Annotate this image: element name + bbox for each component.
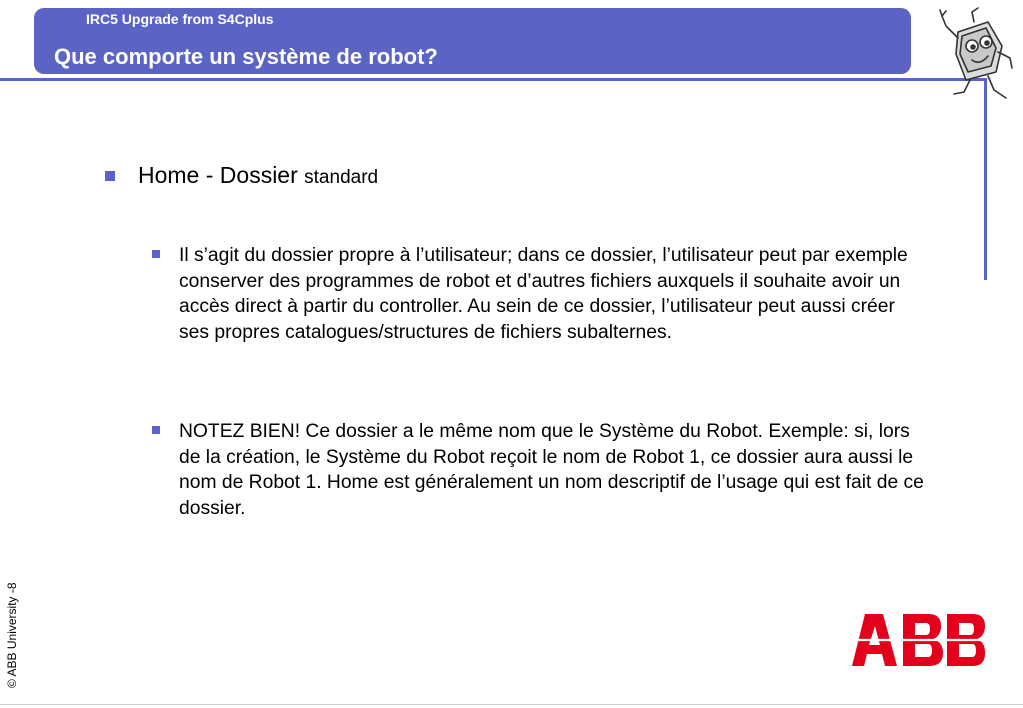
abb-logo — [851, 614, 985, 666]
bullet-description-text: Il s’agit du dossier propre à l’utilisateur; dans ce dossier, l’utilisateur peut par exemple conserver des programmes de robot et d’autres fichiers auxquels il souhaite avoir un accès direct à partir du controller. Au sein de ce dossier, l’utilisateur peut aussi créer ses propres catalogues/structures de fichiers subalternes. — [179, 245, 908, 343]
bullet-home-main: Home - Dossier — [138, 162, 305, 188]
bullet-square-icon — [152, 250, 160, 258]
header-rule-horizontal — [0, 78, 985, 81]
robot-mascot-icon — [936, 2, 1016, 104]
bullet-square-icon — [152, 426, 160, 434]
bullet-home-label — [138, 162, 378, 189]
bullet-home-small: standard — [304, 167, 379, 188]
page-title: Que comporte un système de robot? — [54, 44, 438, 69]
header-subtitle: IRC5 Upgrade from S4Cplus — [86, 11, 274, 27]
header-rule-vertical — [984, 78, 987, 280]
bullet-note-text: NOTEZ BIEN! Ce dossier a le même nom que le Système du Robot. Exemple: si, lors de la création, le Système du Robot reçoit le nom de Robot 1, ce dossier aura aussi le nom de Robot 1. Home est généralement un nom descriptif de l’usage qui est fait de ce dossier. — [179, 421, 924, 519]
bullet-square-icon — [105, 171, 115, 181]
footer-rule — [0, 704, 1023, 705]
copyright-side-text: © ABB University -8 — [5, 582, 19, 688]
